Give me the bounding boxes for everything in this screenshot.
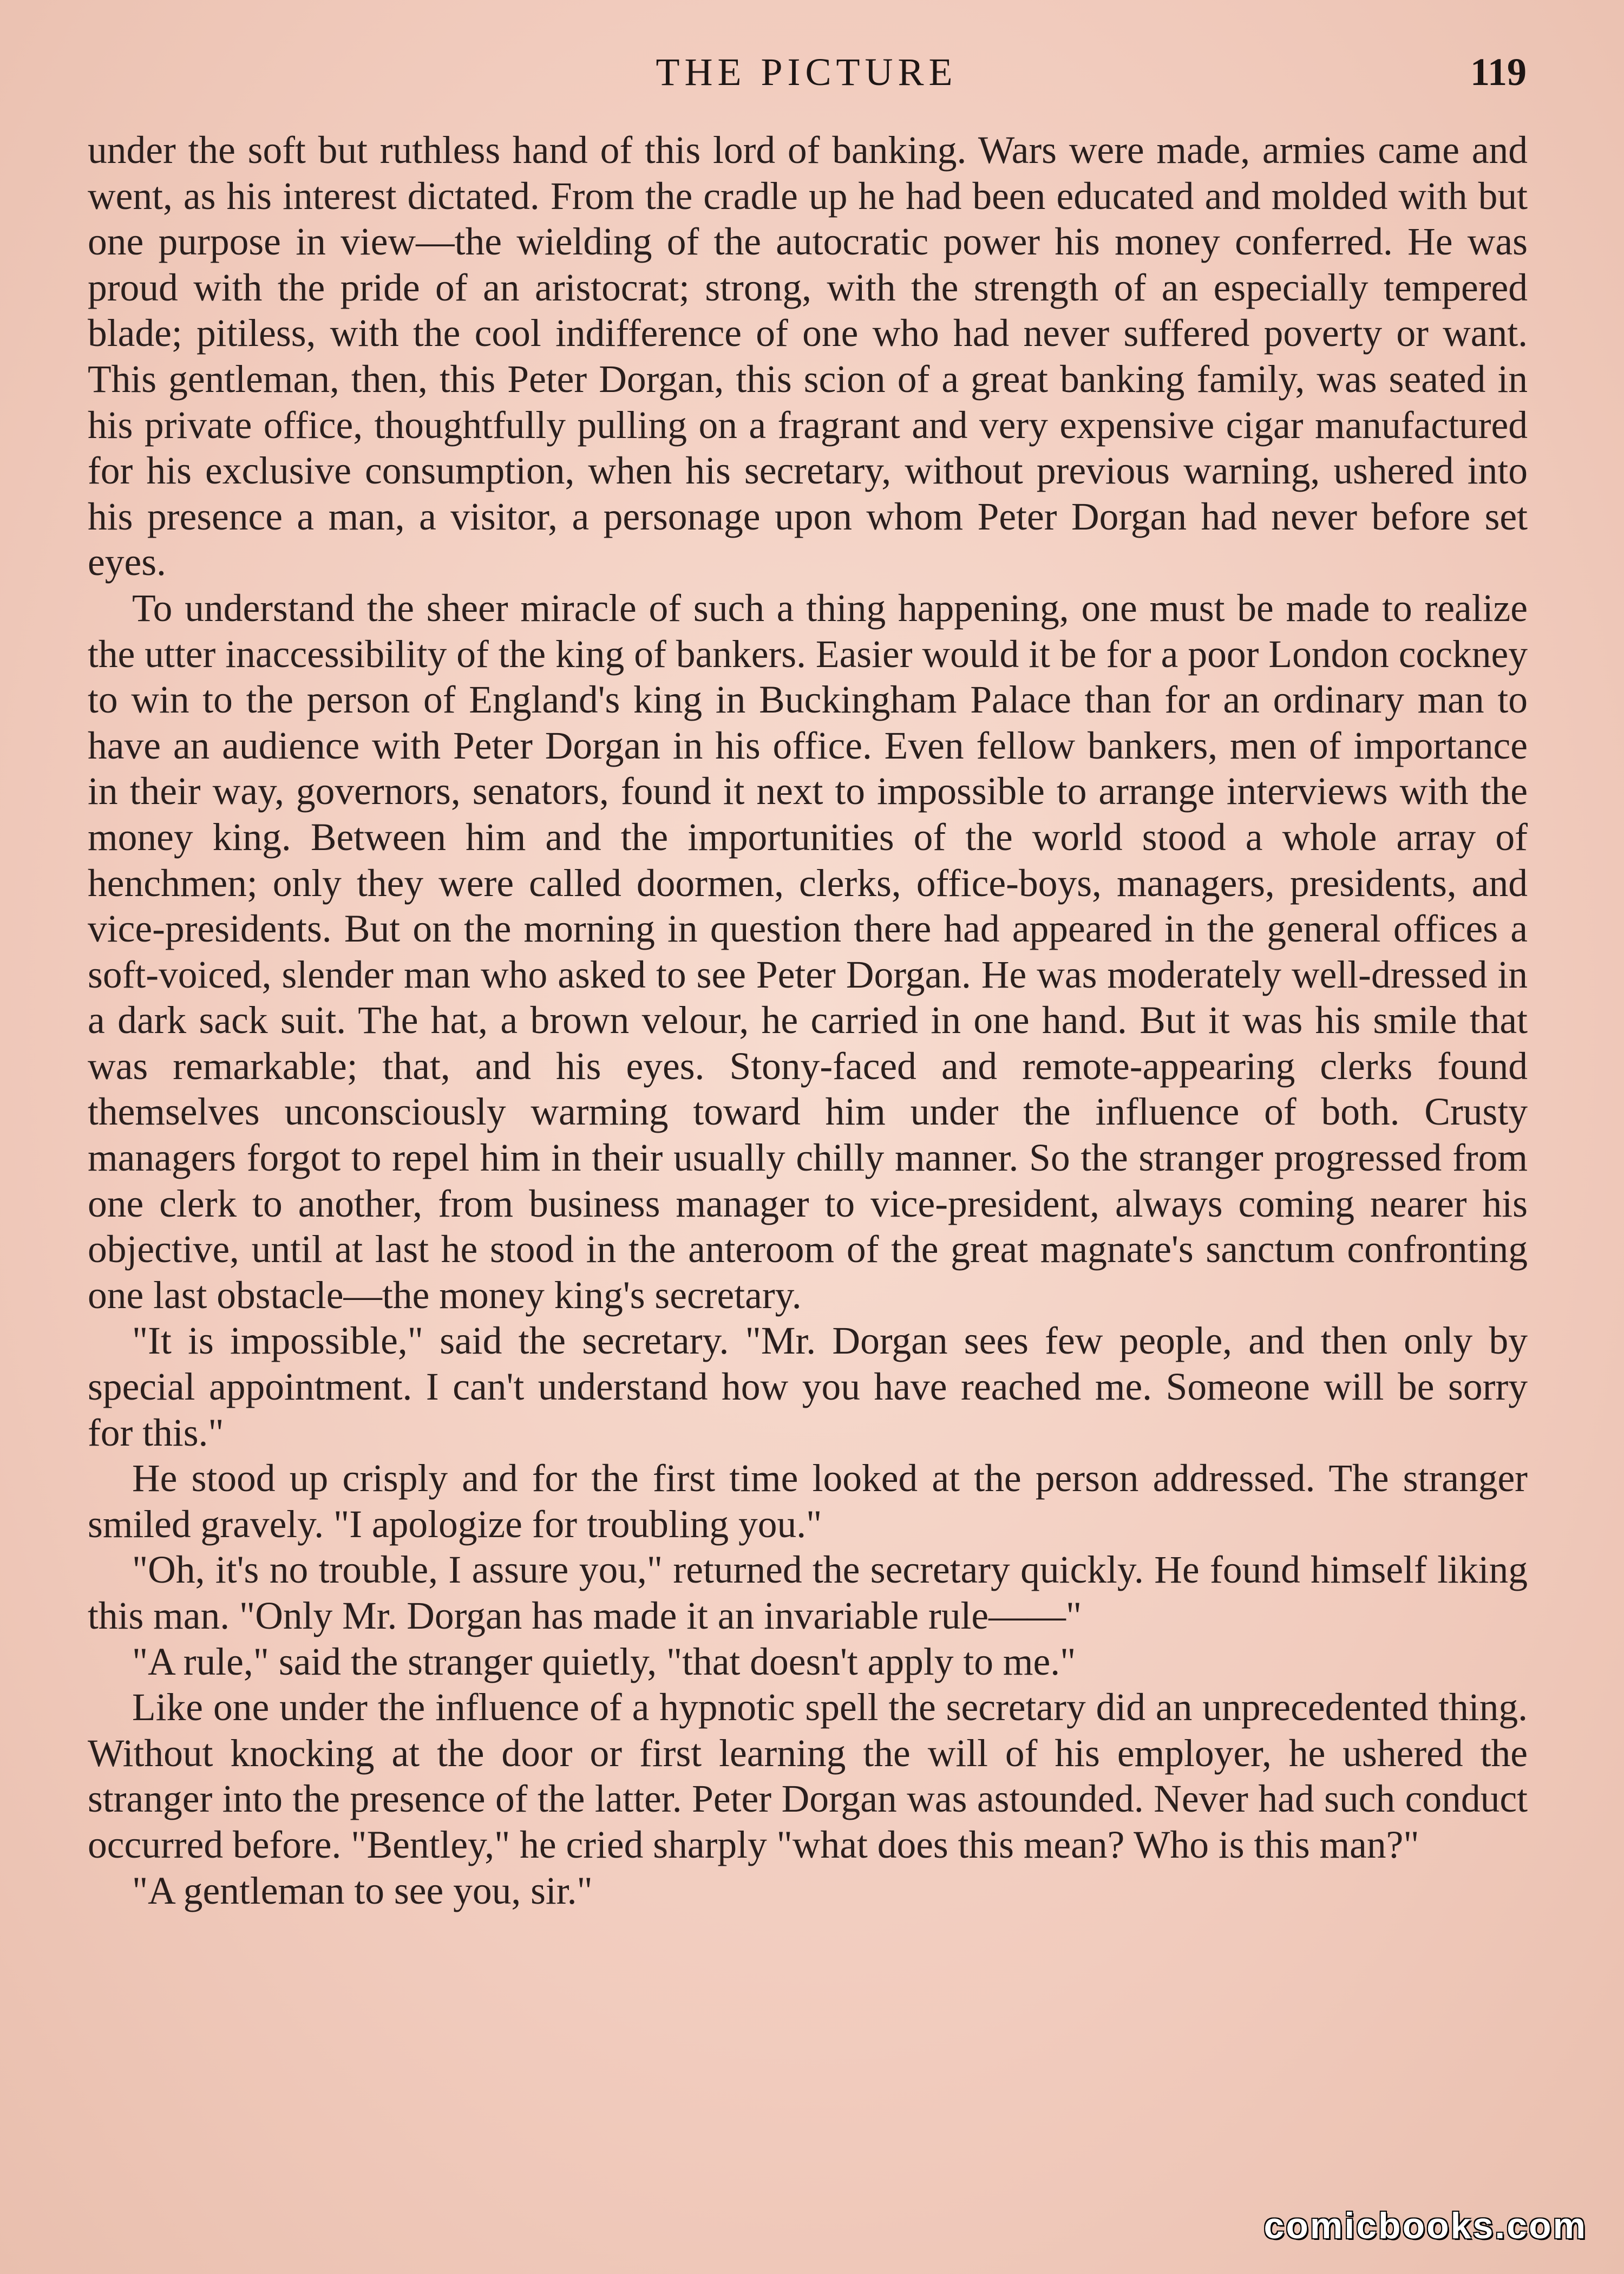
running-title: THE PICTURE [656, 50, 958, 94]
paragraph: "Oh, it's no trouble, I assure you," returned the secretary quickly. He found himself liking this man. "Only Mr. Dorgan has made it an invariable rule——" [88, 1548, 1528, 1637]
paragraph: under the soft but ruthless hand of this lord of banking. Wars were made, armies came and went, as his interest dictated. From the cradle up he had been educated and molded with but one purpose in view—the wielding of the autocratic power his money conferred. He was proud with the pride of an aristocrat; strong, with the strength of an especially tempered blade; pitiless, with the cool indifference of one who had never suffered poverty or want. This gentleman, then, this Peter Dorgan, this scion of a great banking family, was seated in his private office, thoughtfully pulling on a fragrant and very expensive cigar manufactured for his exclusive consumption, when his secretary, without previous warning, ushered into his presence a man, a visitor, a personage upon whom Peter Dorgan had never before set eyes. [88, 129, 1528, 584]
paragraph: "A rule," said the stranger quietly, "that doesn't apply to me." [132, 1640, 1076, 1683]
paragraph: To understand the sheer miracle of such a thing happening, one must be made to realize the utter inaccessibility of the king of bankers. Easier would it be for a poor London cockney to win to the person of England's king in Buckingham Palace than for an ordinary man to have an audience with Peter Dorgan in his office. Even fellow bankers, men of importance in their way, governors, senators, found it next to impossible to arrange interviews with the money king. Between him and the importunities of the world stood a whole array of henchmen; only they were called doormen, clerks, office-boys, managers, presidents, and vice-presidents. But on the morning in question there had appeared in the general offices a soft-voiced, slender man who asked to see Peter Dorgan. He was moderately well-dressed in a dark sack suit. The hat, a brown velour, he carried in one hand. But it was his smile that was remarkable; that, and his eyes. Stony-faced and remote-appearing clerks found themselves unconsciously warming toward him under the influence of both. Crusty managers forgot to repel him in their usually chilly manner. So the stranger progressed from one clerk to another, from business manager to vice-president, always coming nearer his objective, until at last he stood in the anteroom of the great magnate's sanctum confronting one last obstacle—the money king's secretary. [88, 586, 1528, 1317]
paragraph: Like one under the influence of a hypnotic spell the secretary did an unprecedented thing. Without knocking at the door or first learning the will of his employer, he ushered the stranger into the presence of the latter. Peter Dorgan was astounded. Never had such conduct occurred before. "Bentley," he cried sharply "what does this mean? Who is this man?" [88, 1686, 1528, 1866]
paragraph: "It is impossible," said the secretary. "Mr. Dorgan sees few people, and then only by special appointment. I can't understand how you have reached me. Someone will be sorry for this." [88, 1319, 1528, 1454]
paragraph: He stood up crisply and for the first time looked at the person addressed. The stranger smiled gravely. "I apologize for troubling you." [88, 1457, 1528, 1546]
page-number: 119 [1470, 50, 1527, 94]
body-text [88, 128, 1528, 1914]
paragraph: "A gentleman to see you, sir." [132, 1869, 593, 1912]
watermark: comicbooks.com [1263, 2205, 1587, 2246]
running-head [87, 48, 1527, 96]
